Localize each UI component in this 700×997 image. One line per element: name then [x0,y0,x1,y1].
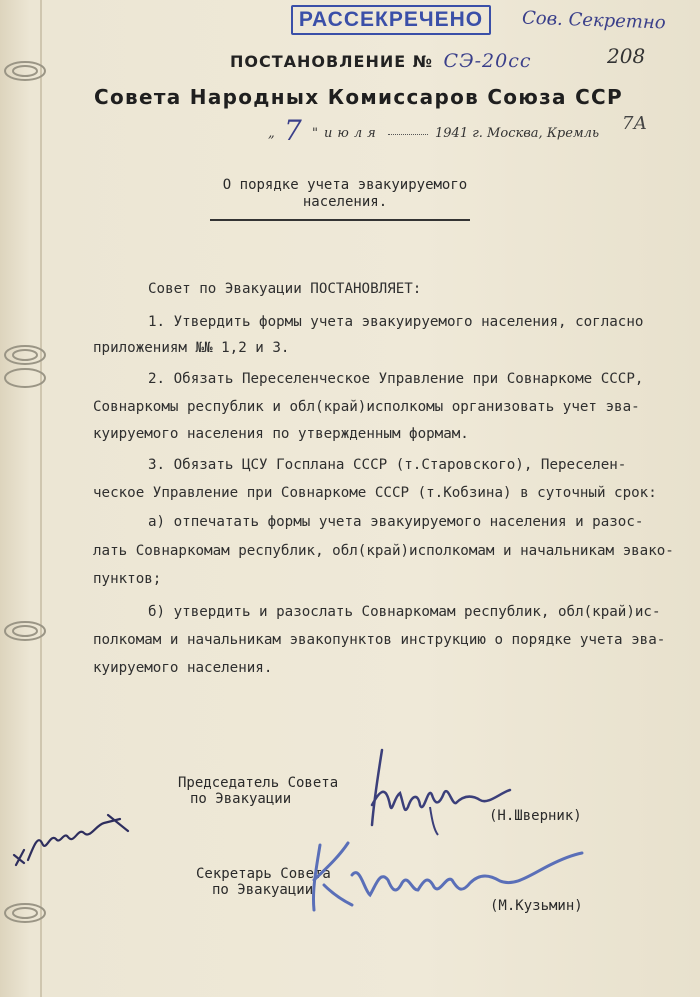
body-line: Совнаркомы республик и обл(край)исполкомы организовать учет эва- [93,399,640,415]
handwritten-page-mark: 208 [607,44,646,68]
handwritten-day: 7 [284,114,302,147]
binder-ring-icon [2,618,48,644]
binder-ring-icon [2,900,48,926]
date-dots [388,134,428,135]
binder-ring-icon [2,365,48,391]
secretary-signature [300,835,590,915]
secretary-title: Секретарь Совета [196,866,331,882]
subject-underline [210,219,470,221]
declassified-stamp: РАССЕКРЕЧЕНО [291,5,491,35]
secretary-name: (М.Кузьмин) [490,898,583,914]
chairman-name: (Н.Шверник) [489,808,582,824]
secretary-title-line2: по Эвакуации [212,882,314,898]
chairman-title: Председатель Совета [178,775,339,791]
council-heading: Совета Народных Комиссаров Союза ССР [94,85,623,109]
body-line: б) утвердить и разослать Совнаркомам республик, обл(край)ис- [148,604,661,620]
body-line: а) отпечатать формы учета эвакуируемого населения и разос- [148,514,644,530]
chairman-signature [360,745,520,840]
body-line: 3. Обязать ЦСУ Госплана СССР (т.Старовского), Переселен- [148,457,627,473]
body-line: приложениям №№ 1,2 и 3. [93,340,290,356]
body-line: куируемого населения. [93,660,273,676]
body-line: 1. Утвердить формы учета эвакуируемого населения, согласно [148,314,644,330]
document-page: РАССЕКРЕЧЕНО Сов. Секретно 208 7А ПОСТАНОВЛЕНИЕ № СЭ-20сс Совета Народных Комиссаров Союза ССР „ 7 " июля 1941 г. Москва, Кремль О порядке учета эвакуируемого населения. Совет по Эвакуации ПОСТАНОВЛЯЕТ: 1. Утвердить формы учета эвакуируемого населения, согласно приложениям №№ 1,2 и 3. 2. Обязать Переселенческое Управление при Совнаркоме СССР, Совнаркомы республик и обл(край)исполкомы организовать учет эва- куируемого населения по утвержденным формам. 3. Обязать ЦСУ Госплана СССР (т.Старовского), Переселен- ческое Управление при Совнаркоме СССР (т.Кобзина) в суточный срок: а) отпечатать формы учета эвакуируемого населения и разос- лать Совнаркомам республик, обл(край)исполкомам и начальникам эвако- пунктов; б) утвердить и разослать Совнаркомам республик, обл(край)ис- полкомам и начальникам эвакопунктов инструкцию о порядке учета эва- куируемого населения. Председатель Совета по Эвакуации (Н.Шверник) Секретарь Совета по Эвакуации (М.Кузьмин) [0,0,700,997]
body-intro: Совет по Эвакуации ПОСТАНОВЛЯЕТ: [148,281,422,297]
handwritten-doc-number: СЭ-20сс [443,50,532,72]
body-line: лать Совнаркомам республик, обл(край)исполкомам и начальникам эвако- [93,543,674,559]
body-line: куируемого населения по утвержденным формам. [93,426,469,442]
date-month: июля [324,126,381,141]
margin-annotation-signature [8,805,148,875]
year-place: 1941 г. Москва, Кремль [435,126,600,141]
handwritten-classification: Сов. Секретно [521,7,666,34]
body-line: полкомам и начальникам эвакопунктов инструкцию о порядке учета эва- [93,632,666,648]
handwritten-corner-mark: 7А [622,113,648,134]
doc-type-heading: ПОСТАНОВЛЕНИЕ № СЭ-20сс [230,50,532,72]
binder-ring-icon [2,58,48,84]
body-line: пунктов; [93,571,162,587]
document-subject: О порядке учета эвакуируемого населения. [222,177,468,210]
body-line: ческое Управление при Совнаркоме СССР (т.Кобзина) в суточный срок: [93,485,657,501]
body-line: 2. Обязать Переселенческое Управление при Совнаркоме СССР, [148,371,644,387]
chairman-title-line2: по Эвакуации [190,791,292,807]
